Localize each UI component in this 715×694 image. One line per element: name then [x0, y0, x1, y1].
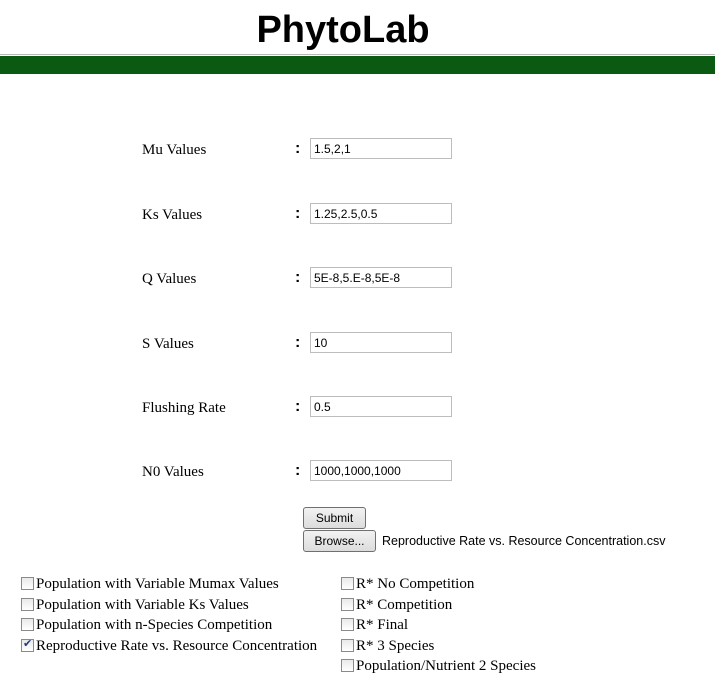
s-values-row — [0, 332, 715, 356]
checkbox[interactable] — [21, 636, 34, 652]
option-label: R* Competition — [356, 596, 453, 613]
flushing-rate-input[interactable] — [310, 396, 452, 417]
checkbox[interactable] — [21, 618, 34, 631]
option-label: R* No Competition — [356, 576, 475, 592]
n0-values-label: N0 Values — [142, 464, 204, 480]
ks-values-label: Ks Values — [142, 207, 203, 223]
checkbox[interactable] — [21, 577, 34, 590]
ks-values-row — [0, 203, 715, 227]
field-colon: : — [295, 140, 301, 157]
checkbox[interactable] — [341, 618, 354, 631]
s-values-label: S Values — [142, 336, 194, 352]
mu-values-row — [0, 138, 715, 162]
q-values-label: Q Values — [142, 271, 197, 287]
selected-file-name: Reproductive Rate vs. Resource Concentration.csv — [382, 534, 666, 548]
s-values-input[interactable] — [310, 332, 452, 353]
n0-values-input[interactable] — [310, 460, 452, 481]
mu-values-input[interactable] — [310, 138, 452, 159]
q-values-input[interactable] — [310, 267, 452, 288]
option-label: Population with n-Species Competition — [36, 617, 273, 633]
check-mark-icon: ✔ — [23, 636, 33, 650]
option-label: Population/Nutrient 2 Species — [356, 658, 536, 674]
field-colon: : — [295, 205, 301, 222]
field-colon: : — [295, 462, 301, 479]
field-colon: : — [295, 334, 301, 351]
flushing-rate-label: Flushing Rate — [142, 400, 226, 416]
option-label: Reproductive Rate vs. Resource Concentration — [36, 637, 318, 654]
header-divider-line — [0, 54, 715, 55]
q-values-row — [0, 267, 715, 291]
checkbox[interactable] — [21, 598, 34, 611]
option-label: R* Final — [356, 617, 409, 633]
submit-button[interactable]: Submit — [303, 507, 366, 529]
option-label: Population with Variable Ks Values — [36, 596, 249, 613]
browse-button[interactable]: Browse... — [303, 530, 376, 552]
option-label: R* 3 Species — [356, 637, 435, 654]
ks-values-input[interactable] — [310, 203, 452, 224]
field-colon: : — [295, 398, 301, 415]
mu-values-label: Mu Values — [142, 142, 207, 158]
page-title: PhytoLab — [256, 9, 430, 51]
option-label: Population with Variable Mumax Values — [36, 576, 279, 592]
flushing-rate-row — [0, 396, 715, 420]
header-green-bar — [0, 56, 715, 74]
n0-values-row — [0, 460, 715, 484]
checkbox[interactable] — [341, 598, 354, 611]
checkbox[interactable] — [341, 639, 354, 652]
field-colon: : — [295, 269, 301, 286]
checkbox[interactable] — [341, 577, 354, 590]
checkbox[interactable] — [341, 659, 354, 672]
